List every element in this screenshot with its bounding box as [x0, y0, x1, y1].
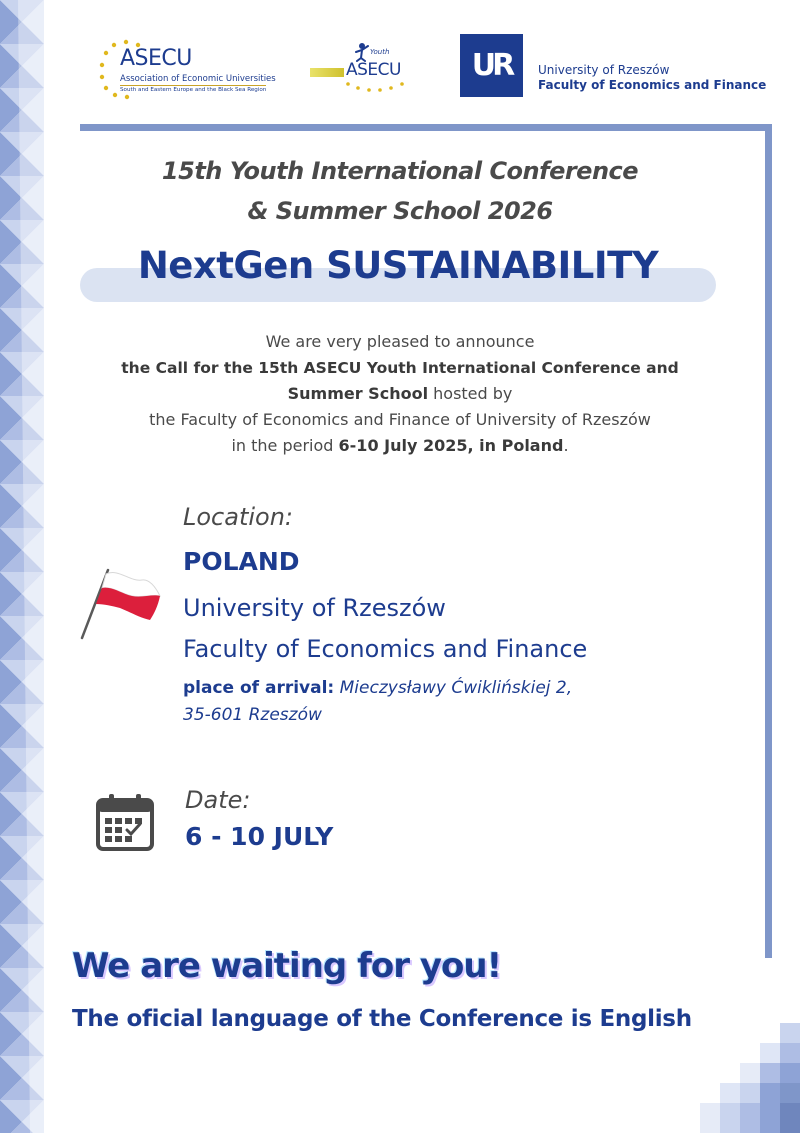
- date-label: Date:: [185, 786, 251, 814]
- announcement-line3: [80, 381, 720, 407]
- decorative-pixel-cluster: [690, 1023, 800, 1133]
- youth-star-arc-icon: [342, 80, 412, 94]
- date-value: 6 - 10 JULY: [185, 822, 334, 851]
- arrival-line1: [183, 674, 572, 702]
- waiting-headline: We are waiting for you!: [72, 946, 502, 986]
- arrival-line2: [183, 701, 322, 729]
- asecu-logo-tagline: Association of Economic Universities: [120, 74, 276, 84]
- location-label: Location:: [183, 503, 294, 531]
- frame-right-border: [765, 124, 772, 958]
- asecu-logo-name: ASECU: [120, 46, 192, 71]
- asecu-logo-region: South and Eastern Europe and the Black Sea Region: [120, 87, 267, 93]
- announcement-period: 6-10 July 2025, in Poland: [338, 436, 564, 455]
- conference-title-line2: & Summer School 2026: [247, 197, 553, 225]
- youth-logo-small-text: Youth: [370, 48, 390, 56]
- arrival-address-street: Mieczysławy Ćwiklińskiej 2,: [334, 678, 573, 698]
- announcement-line1: We are very pleased to announce: [265, 332, 535, 351]
- location-faculty: Faculty of Economics and Finance: [183, 635, 588, 663]
- frame-top-border: [80, 124, 772, 131]
- university-logo-name: University of Rzeszów: [538, 63, 670, 77]
- youth-logo-bar: [310, 68, 344, 77]
- announcement-line2: the Call for the 15th ASECU Youth International Conference and: [121, 359, 679, 377]
- asecu-logo: [96, 36, 276, 102]
- main-title: NextGen SUSTAINABILITY: [137, 244, 659, 287]
- announcement-period-prefix: in the period: [231, 436, 339, 455]
- asecu-logo-rule: [120, 85, 266, 86]
- calendar-icon: [95, 792, 155, 852]
- announcement-hosted-by: hosted by: [428, 384, 513, 403]
- youth-logo-name: ASECU: [346, 60, 401, 80]
- location-university: University of Rzeszów: [183, 594, 446, 622]
- poland-flag-icon: [78, 566, 164, 640]
- announcement-line5: [80, 433, 720, 459]
- announcement-line4: the Faculty of Economics and Finance of University of Rzeszów: [149, 410, 651, 429]
- university-logo-letters: UR: [471, 48, 512, 83]
- arrival-label: place of arrival:: [183, 678, 335, 698]
- decorative-diamond-strip: [0, 0, 44, 1133]
- university-logo-faculty: Faculty of Economics and Finance: [538, 78, 767, 92]
- location-country: POLAND: [183, 547, 300, 576]
- arrival-address-city: 35-601 Rzeszów: [183, 705, 322, 725]
- announcement-period-suffix: .: [563, 436, 569, 455]
- conference-title-line1: 15th Youth International Conference: [161, 157, 639, 185]
- official-language-note: The oficial language of the Conference is English: [72, 1006, 692, 1032]
- university-logo-mark: [460, 34, 523, 97]
- youth-asecu-logo: [308, 40, 418, 96]
- announcement-summer-school: Summer School: [287, 384, 429, 403]
- youth-figure-icon: [352, 42, 372, 62]
